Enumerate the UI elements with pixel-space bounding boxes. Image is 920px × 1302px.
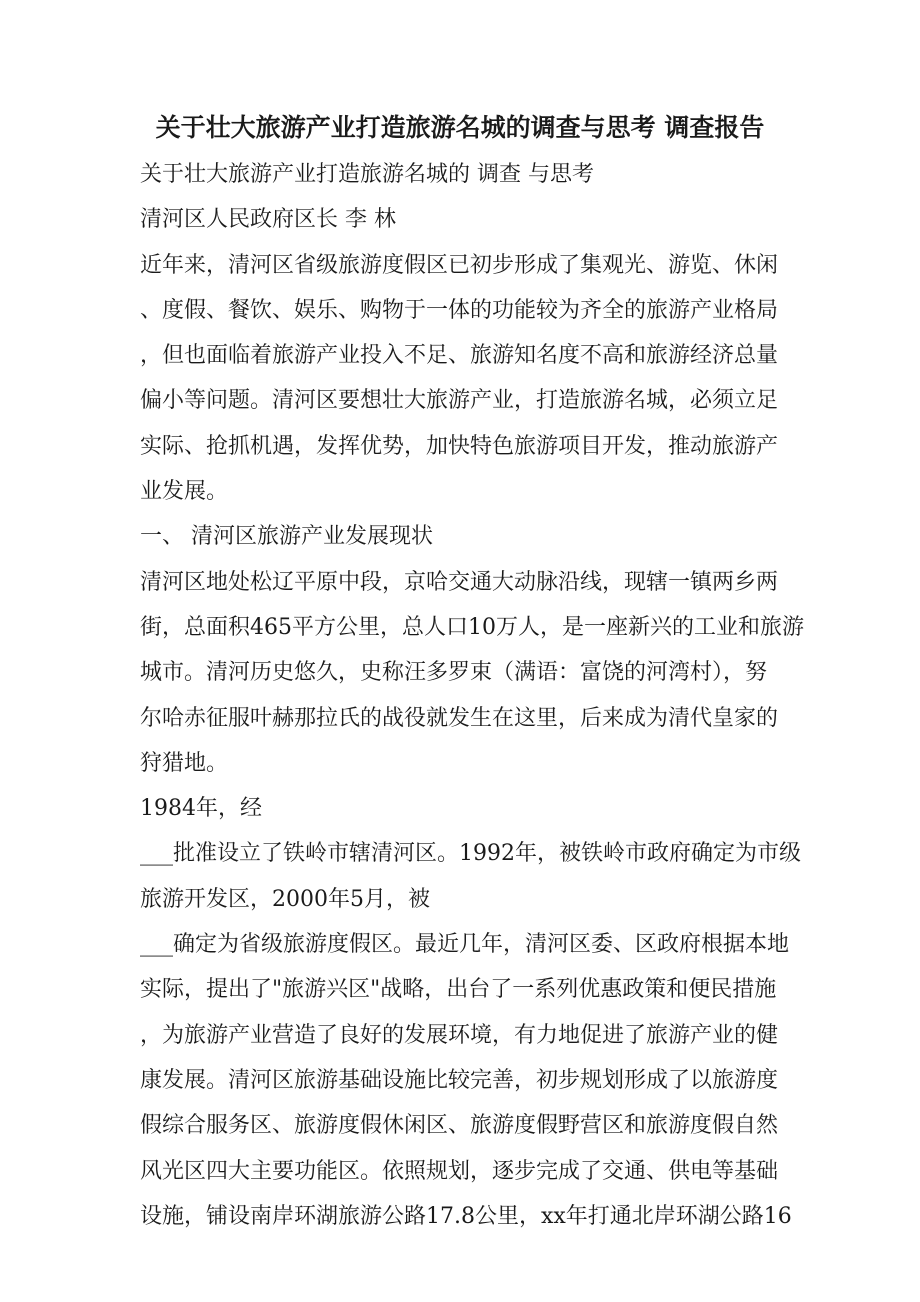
body-line: ，但也面临着旅游产业投入不足、旅游知名度不高和旅游经济总量 [140,343,779,369]
body-line: 实际、抢抓机遇，发挥优势，加快特色旅游项目开发，推动旅游产 [140,433,779,459]
body-line: 1984年，经 [140,796,262,822]
body-line: 、度假、餐饮、娱乐、购物于一体的功能较为齐全的旅游产业格局 [140,297,779,323]
body-line: 假综合服务区、旅游度假休闲区、旅游度假野营区和旅游度假自然 [140,1113,779,1139]
body-line: 旅游开发区，2000年5月，被 [140,886,430,912]
body-line: ，为旅游产业营造了良好的发展环境，有力地促进了旅游产业的健 [140,1022,779,1048]
section-heading: 一、 清河区旅游产业发展现状 [140,524,433,550]
body-line: 风光区四大主要功能区。依照规划，逐步完成了交通、供电等基础 [140,1158,779,1184]
body-line: ___确定为省级旅游度假区。最近几年，清河区委、区政府根据本地 [140,932,790,958]
body-line: 狩猎地。 [140,750,229,776]
document-title: 关于壮大旅游产业打造旅游名城的调查与思考 调查报告 [155,113,765,142]
body-line: ___批准设立了铁岭市辖清河区。1992年，被铁岭市政府确定为市级 [140,841,801,867]
body-line: 清河区地处松辽平原中段，京哈交通大动脉沿线，现辖一镇两乡两 [140,569,779,595]
body-line: 设施，铺设南岸环湖旅游公路17.8公里，xx年打通北岸环湖公路16 [140,1203,792,1229]
body-line: 尔哈赤征服叶赫那拉氏的战役就发生在这里，后来成为清代皇家的 [140,705,779,731]
body-line: 实际，提出了"旅游兴区"战略，出台了一系列优惠政策和便民措施 [140,977,777,1003]
body-line: 近年来，清河区省级旅游度假区已初步形成了集观光、游览、休闲 [140,252,779,278]
author-line: 清河区人民政府区长 李 林 [140,207,396,233]
document-body [140,152,804,1239]
body-line: 业发展。 [140,479,229,505]
body-line: 城市。清河历史悠久，史称汪多罗束（满语：富饶的河湾村），努 [140,660,768,686]
body-line: 偏小等问题。清河区要想壮大旅游产业，打造旅游名城，必须立足 [140,388,779,414]
body-line: 康发展。清河区旅游基础设施比较完善，初步规划形成了以旅游度 [140,1067,779,1093]
subtitle-line: 关于壮大旅游产业打造旅游名城的 调查 与思考 [140,162,594,187]
body-line: 街，总面积465平方公里，总人口10万人，是一座新兴的工业和旅游 [140,614,804,640]
